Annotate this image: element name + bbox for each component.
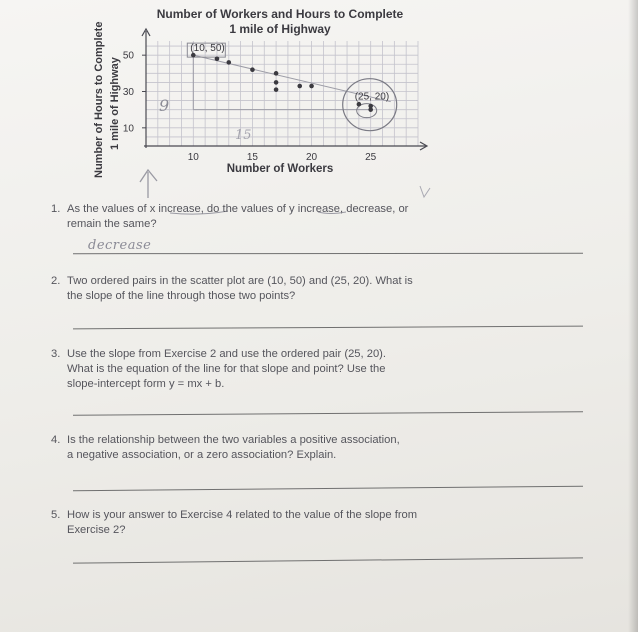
question-text: Use the slope from Exercise 2 and use the ordered pair (25, 20). — [67, 348, 387, 360]
y-tick-label: 10 — [122, 123, 134, 135]
question-number: 3. — [51, 348, 61, 360]
x-tick-label: 25 — [365, 152, 377, 163]
question-1 — [51, 202, 408, 232]
question-4 — [51, 433, 400, 463]
question-number: 5. — [51, 509, 61, 521]
x-tick-label: 20 — [306, 152, 318, 163]
x-tick-label: 15 — [246, 152, 258, 163]
question-text: Two ordered pairs in the scatter plot are (10, 50) and (25, 20). What is — [67, 275, 413, 287]
chart-title-line2: 1 mile of Highway — [229, 22, 331, 36]
point-label: (10, 50) — [190, 43, 225, 55]
pencil-note-15: 15 — [235, 128, 252, 143]
question-text: slope-intercept form y = mx + b. — [67, 378, 225, 390]
y-tick-label: 50 — [122, 50, 134, 62]
y-tick-label: 30 — [122, 87, 134, 98]
y-axis-label-line1: Number of Hours to Complete — [93, 21, 105, 178]
point-label: (25, 20) — [354, 91, 390, 103]
y-axis-label-line2: 1 mile of Highway — [109, 57, 121, 150]
question-number: 1. — [51, 203, 61, 215]
question-text: As the values of x increase, do the values of y increase, decrease, or — [67, 203, 409, 215]
question-text: the slope of the line through those two points? — [67, 290, 296, 302]
question-text: What is the equation of the line for that slope and point? Use the — [67, 363, 386, 375]
x-tick-label: 10 — [187, 152, 199, 163]
chart-title-line1: Number of Workers and Hours to Complete — [156, 7, 404, 21]
pencil-note-9: 9 — [159, 96, 170, 115]
answer-1-handwriting: decrease — [88, 238, 152, 253]
question-text: remain the same? — [67, 218, 157, 230]
question-5 — [51, 508, 417, 538]
question-text: Exercise 2? — [67, 524, 126, 536]
question-text: How is your answer to Exercise 4 related to the value of the slope from — [67, 509, 418, 521]
question-text: a negative association, or a zero association? Explain. — [67, 449, 337, 461]
question-text: Is the relationship between the two variables a positive association, — [67, 434, 400, 446]
question-number: 4. — [51, 434, 61, 446]
question-2 — [51, 274, 413, 304]
question-number: 2. — [51, 275, 61, 287]
x-axis-label: Number of Workers — [226, 163, 334, 175]
question-3 — [51, 347, 386, 392]
